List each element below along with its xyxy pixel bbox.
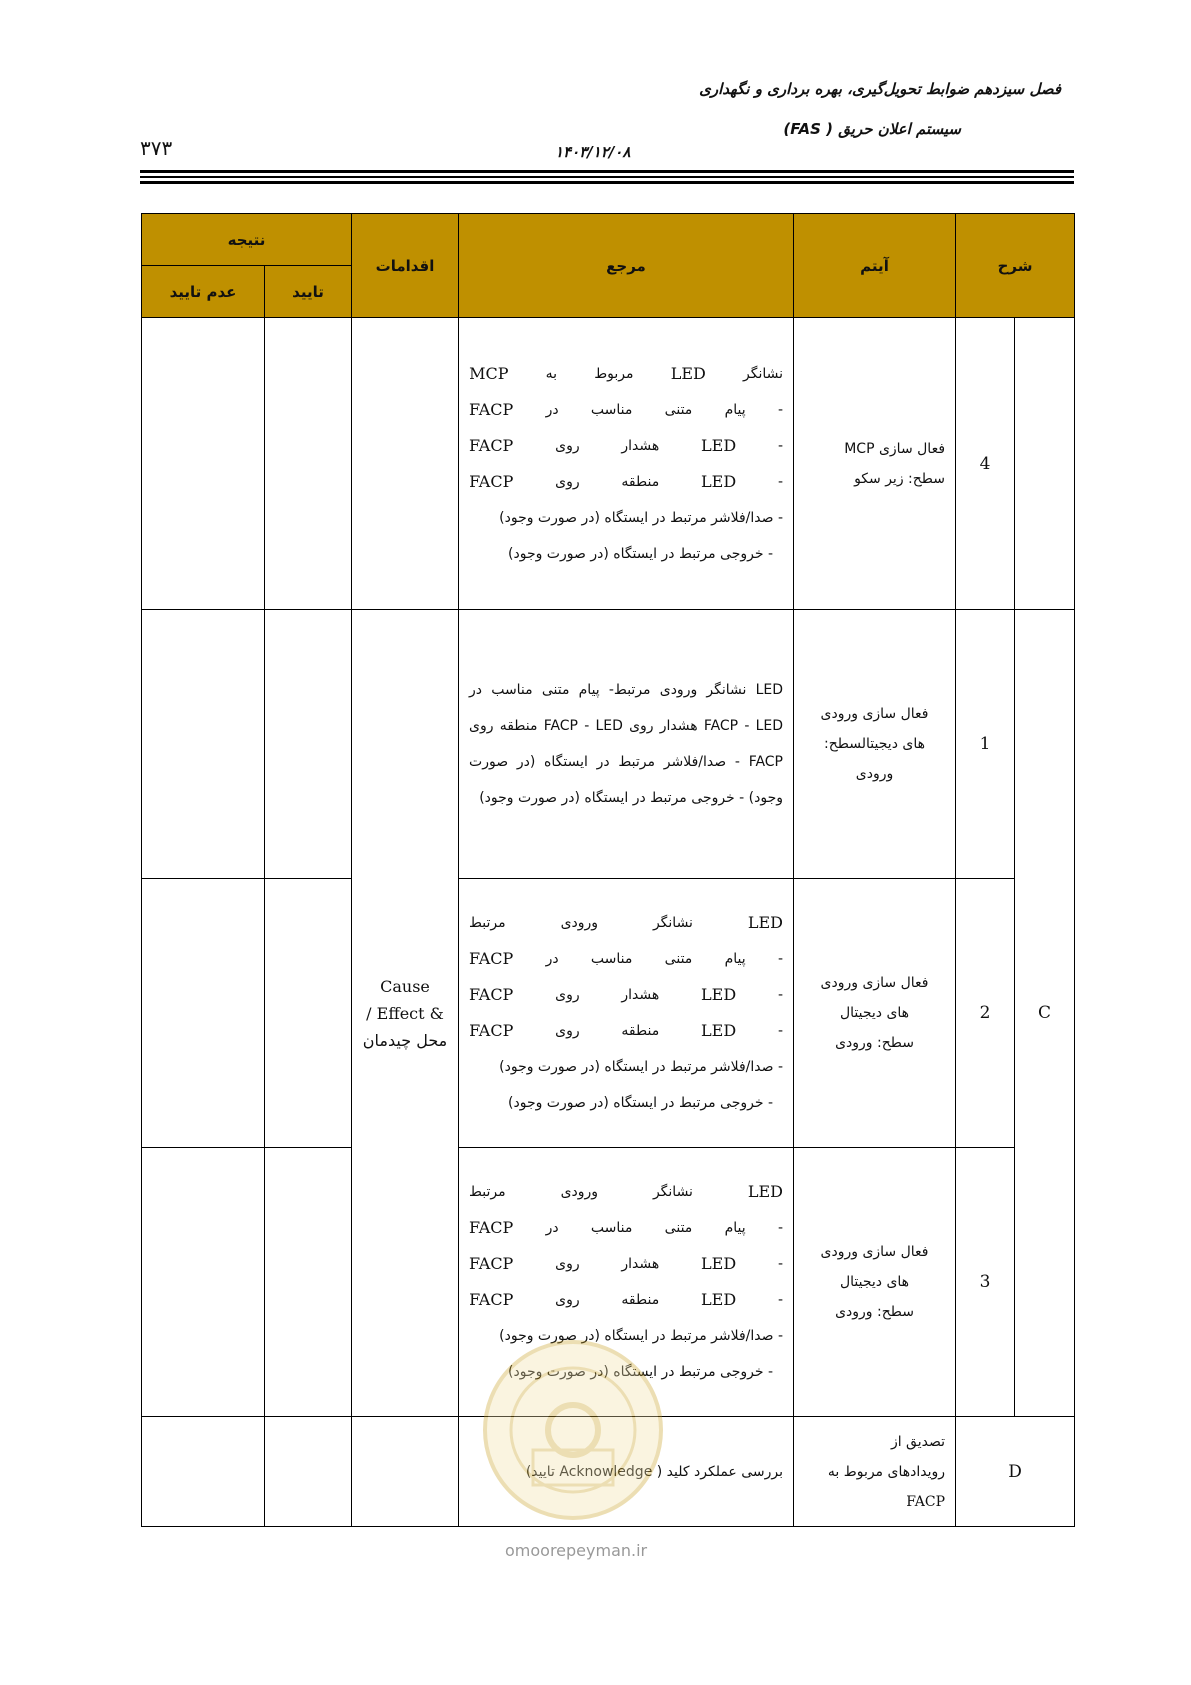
result-reject-cell[interactable] — [142, 879, 265, 1148]
ref-word: FACP — [469, 1254, 514, 1273]
item-cell — [794, 318, 956, 610]
result-reject-cell[interactable] — [142, 1417, 265, 1527]
item-line: فعال سازی MCP — [844, 440, 946, 457]
ref-word: روی — [555, 1292, 580, 1308]
ref-word: روی — [555, 987, 580, 1003]
chapter-title: فصل سیزدهم ضوابط تحویل‌گیری، بهره برداری و نگهداری — [699, 80, 1061, 98]
ref-word: روی — [555, 1256, 580, 1272]
ref-word: نشانگر — [743, 365, 784, 382]
ref-word: - — [777, 401, 784, 418]
ref-word: LED — [701, 1254, 737, 1273]
page-number: ۳۷۳ — [140, 136, 173, 160]
ref-word: FACP — [469, 985, 514, 1004]
item-cell — [794, 610, 956, 879]
header-eqdamat: اقدامات — [352, 214, 459, 318]
row-number: 4 — [956, 318, 1015, 610]
header-marja: مرجع — [459, 214, 794, 318]
ref-word: LED — [670, 363, 706, 383]
ref-word: - — [777, 1220, 784, 1236]
item-line: فعال سازی ورودی — [820, 706, 929, 722]
system-title: سیستم اعلان حریق ( FAS) — [783, 120, 961, 138]
ref-word: LED — [701, 985, 737, 1004]
ref-word: پیام — [724, 1220, 746, 1236]
actions-line: & Effect / — [366, 1003, 444, 1023]
ref-word: - — [777, 437, 784, 454]
ref-word: در — [545, 401, 559, 418]
result-approve-cell[interactable] — [265, 1148, 352, 1417]
ref-word: FACP — [469, 1218, 514, 1237]
header-rule — [140, 181, 1074, 184]
result-reject-cell[interactable] — [142, 1148, 265, 1417]
ref-word: به — [545, 365, 558, 382]
result-approve-cell[interactable] — [265, 1417, 352, 1527]
item-line: سطح: زیر سکو — [854, 470, 946, 487]
ref-word: در — [545, 1220, 559, 1236]
ref-word: منطقه — [621, 1023, 660, 1039]
header-item: آیتم — [794, 214, 956, 318]
ref-word: - — [777, 1292, 784, 1308]
ref-word: ورودی — [560, 915, 599, 931]
ref-line: - خروجی مرتبط در ایستگاه (در صورت وجود) — [508, 545, 774, 562]
ref-word: مرتبط — [469, 1184, 506, 1200]
item-line: سطح: ورودی — [835, 1304, 914, 1320]
actions-line: Cause — [380, 976, 430, 996]
item-line: FACP — [906, 1493, 946, 1510]
ref-word: هشدار — [621, 437, 660, 454]
ref-word: FACP — [469, 1021, 514, 1040]
ref-word: هشدار — [621, 1256, 660, 1272]
group-label: D — [956, 1417, 1075, 1527]
header-taeed: تایید — [265, 266, 352, 318]
ref-word: - — [777, 1256, 784, 1272]
document-date: ۱۴۰۳/۱۲/۰۸ — [555, 143, 631, 161]
ref-word: متنی — [664, 1220, 693, 1236]
ref-line: - خروجی مرتبط در ایستگاه (در صورت وجود) — [508, 1364, 774, 1380]
ref-word: مربوط — [594, 365, 634, 382]
ref-word: نشانگر — [652, 915, 693, 931]
item-line: فعال سازی ورودی — [820, 975, 929, 991]
row-number: 1 — [956, 610, 1015, 879]
item-cell — [794, 879, 956, 1148]
header-natije: نتیجه — [142, 214, 352, 266]
header-adam-taeed: عدم تایید — [142, 266, 265, 318]
ref-word: FACP — [469, 949, 514, 968]
ref-paragraph: LED نشانگر ورودی مرتبط- پیام متنی مناسب در FACP - LED هشدار روی FACP - LED منطقه روی FACP - صدا/فلاشر مرتبط در ایستگاه (در صورت وجود) - خروجی مرتبط در ایستگاه (در صورت وجود) — [469, 682, 784, 806]
inspection-table — [141, 213, 1075, 1527]
ref-line: - صدا/فلاشر مرتبط در ایستگاه (در صورت وجود) — [499, 1328, 784, 1344]
ref-word: روی — [555, 437, 580, 454]
ref-word: مناسب — [590, 951, 633, 967]
actions-cell-empty — [352, 318, 459, 610]
item-cell — [794, 1148, 956, 1417]
ref-word: مرتبط — [469, 915, 506, 931]
watermark-text: omoorepeyman.ir — [505, 1541, 648, 1560]
result-reject-cell[interactable] — [142, 610, 265, 879]
reference-cell — [459, 879, 794, 1148]
ref-word: منطقه — [621, 473, 660, 490]
ref-word: متنی — [664, 401, 693, 418]
item-cell — [794, 1417, 956, 1527]
ref-word: منطقه — [621, 1292, 660, 1308]
header-sharh: شرح — [956, 214, 1075, 318]
ref-word: - — [777, 473, 784, 490]
ref-word: MCP — [469, 363, 509, 383]
ref-word: LED — [747, 913, 784, 932]
ref-word: LED — [701, 1021, 737, 1040]
ref-word: LED — [701, 435, 737, 455]
result-approve-cell[interactable] — [265, 610, 352, 879]
ref-word: LED — [747, 1182, 784, 1201]
ref-word: FACP — [469, 471, 514, 491]
reference-cell — [459, 610, 794, 879]
result-approve-cell[interactable] — [265, 879, 352, 1148]
ref-word: LED — [701, 1290, 737, 1309]
ref-word: FACP — [469, 1290, 514, 1309]
ref-word: LED — [701, 471, 737, 491]
ref-word: نشانگر — [652, 1184, 693, 1200]
ref-word: متنی — [664, 951, 693, 967]
actions-cell — [352, 610, 459, 1417]
ref-word: روی — [555, 1023, 580, 1039]
item-line: سطح: ورودی — [835, 1035, 914, 1051]
ref-word: در — [545, 951, 559, 967]
item-line: های دیجیتال — [839, 1005, 910, 1021]
reference-cell — [459, 318, 794, 610]
ref-word: هشدار — [621, 987, 660, 1003]
item-line: های دیجیتالسطح: — [824, 736, 925, 752]
actions-line: محل چیدمان — [362, 1030, 448, 1050]
ref-word: FACP — [469, 399, 514, 419]
row-number: 2 — [956, 879, 1015, 1148]
ref-line: - خروجی مرتبط در ایستگاه (در صورت وجود) — [508, 1095, 774, 1111]
header-rule — [140, 170, 1074, 173]
ref-word: مناسب — [590, 1220, 633, 1236]
ref-word: - — [777, 1023, 784, 1039]
ref-word: پیام — [724, 951, 746, 967]
ref-word: روی — [555, 473, 580, 490]
ref-line: - صدا/فلاشر مرتبط در ایستگاه (در صورت وجود) — [499, 509, 784, 526]
item-line: رویدادهای مربوط به — [827, 1463, 946, 1480]
ref-word: مناسب — [590, 401, 633, 418]
reference-cell — [459, 1148, 794, 1417]
group-cell-empty — [1015, 318, 1075, 610]
reference-cell — [459, 1417, 794, 1527]
ref-word: FACP — [469, 435, 514, 455]
actions-cell-empty — [352, 1417, 459, 1527]
row-number: 3 — [956, 1148, 1015, 1417]
group-label: C — [1015, 610, 1075, 1417]
ref-word: - — [777, 951, 784, 967]
item-line: های دیجیتال — [839, 1274, 910, 1290]
ref-line: - صدا/فلاشر مرتبط در ایستگاه (در صورت وجود) — [499, 1059, 784, 1075]
ref-word: پیام — [724, 401, 746, 418]
item-line: ورودی — [855, 766, 894, 782]
ref-word: ورودی — [560, 1184, 599, 1200]
ref-word: - — [777, 987, 784, 1003]
ref-line: بررسی عملکرد کلید ( Acknowledge تایید) — [525, 1463, 784, 1480]
item-line: فعال سازی ورودی — [820, 1244, 929, 1260]
item-line: تصدیق از — [890, 1433, 946, 1450]
header-rule — [140, 176, 1074, 178]
result-approve-cell[interactable] — [265, 318, 352, 610]
result-reject-cell[interactable] — [142, 318, 265, 610]
